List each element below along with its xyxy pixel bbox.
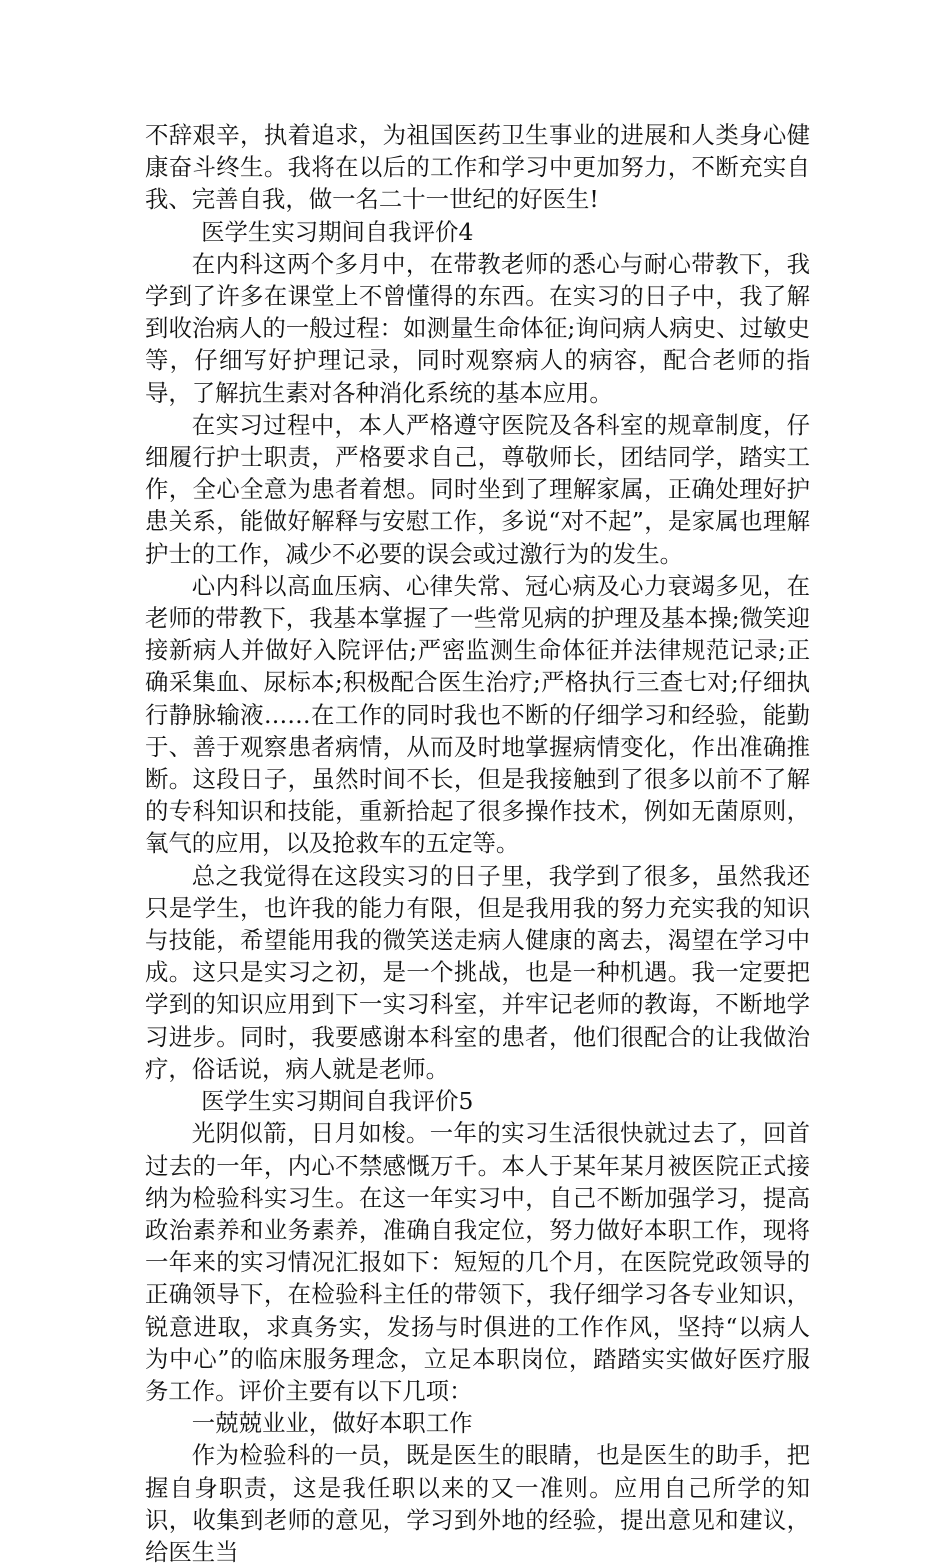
paragraph: 心内科以高血压病、心律失常、冠心病及心力衰竭多见，在老师的带教下，我基本掌握了一些常见病的护理及基本操;微笑迎接新病人并做好入院评估;严密监测生命体征并法律规范记录;正确采集血、尿标本;积极配合医生治疗;严格执行三查七对;仔细执行静脉输液……在工作的同时我也不断的仔细学习和经验，能勤于、善于观察患者病情，从而及时地掌握病情变化，作出准确推断。这段日子，虽然时间不长，但是我接触到了很多以前不了解的专科知识和技能，重新拾起了很多操作技术，例如无菌原则，氧气的应用，以及抢救车的五定等。 bbox=[145, 571, 810, 858]
subheading: 一兢兢业业，做好本职工作 bbox=[191, 1409, 473, 1438]
paragraph: 作为检验科的一员，既是医生的眼睛，也是医生的助手，把握自身职责，这是我任职以来的又一准则。应用自己所学的知识，收集到老师的意见，学习到外地的经验，提出意见和建议，给医生当 bbox=[145, 1441, 810, 1566]
paragraph-continuation: 不辞艰辛，执着追求，为祖国医药卫生事业的进展和人类身心健康奋斗终生。我将在以后的工作和学习中更加努力，不断充实自我、完善自我，做一名二十一世纪的好医生! bbox=[145, 121, 810, 214]
section-heading-5: 医学生实习期间自我评价5 bbox=[201, 1087, 474, 1116]
paragraph: 光阴似箭，日月如梭。一年的实习生活很快就过去了，回首过去的一年，内心不禁感慨万千。本人于某年某月被医院正式接纳为检验科实习生。在这一年实习中，自己不断加强学习，提高政治素养和业务素养，准确自我定位，努力做好本职工作，现将一年来的实习情况汇报如下：短短的几个月，在医院党政领导的正确领导下，在检验科主任的带领下，我仔细学习各专业知识，锐意进取，求真务实，发扬与时俱进的工作作风，坚持“以病人为中心”的临床服务理念，立足本职岗位，踏踏实实做好医疗服务工作。评价主要有以下几项： bbox=[145, 1119, 810, 1405]
document-body bbox=[145, 119, 810, 1568]
paragraph: 在内科这两个多月中，在带教老师的悉心与耐心带教下，我学到了许多在课堂上不曾懂得的东西。在实习的日子中，我了解到收治病人的一般过程：如测量生命体征;询问病人病史、过敏史等，仔细写好护理记录，同时观察病人的病容，配合老师的指导，了解抗生素对各种消化系统的基本应用。 bbox=[145, 249, 810, 407]
paragraph: 在实习过程中，本人严格遵守医院及各科室的规章制度，仔细履行护士职责，严格要求自己，尊敬师长，团结同学，踏实工作，全心全意为患者着想。同时坐到了理解家属，正确处理好护患关系，能做好解释与安慰工作，多说“对不起”，是家属也理解护士的工作，减少不必要的误会或过激行为的发生。 bbox=[145, 410, 810, 568]
section-heading-4: 医学生实习期间自我评价4 bbox=[201, 217, 474, 246]
paragraph: 总之我觉得在这段实习的日子里，我学到了很多，虽然我还只是学生，也许我的能力有限，但是我用我的努力充实我的知识与技能，希望能用我的微笑送走病人健康的离去，渴望在学习中成。这只是实习之初，是一个挑战，也是一种机遇。我一定要把学到的知识应用到下一实习科室，并牢记老师的教诲，不断地学习进步。同时，我要感谢本科室的患者，他们很配合的让我做治疗，俗话说，病人就是老师。 bbox=[145, 861, 810, 1083]
